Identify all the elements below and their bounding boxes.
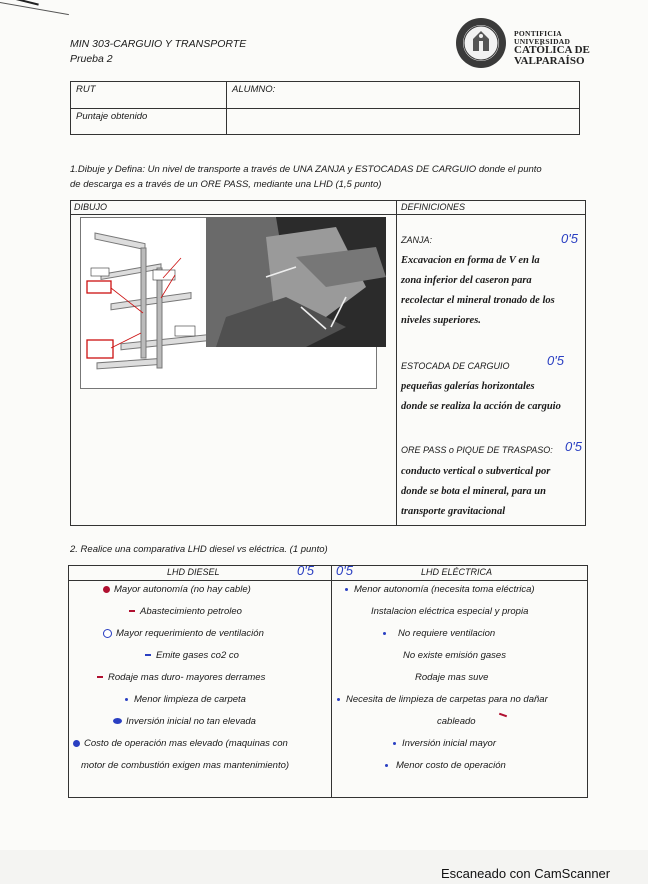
column-divider: [396, 201, 397, 525]
diesel-score-mark: 0'5: [297, 563, 314, 578]
mark-icon: [345, 588, 348, 591]
mark-icon: [337, 698, 340, 701]
mark-icon: [97, 676, 103, 678]
diesel-item-continued: motor de combustión exigen mas mantenimiento): [81, 760, 290, 771]
mark-icon: [145, 654, 151, 656]
electrica-item-text: Menor costo de operación: [396, 760, 506, 771]
electrica-item: [385, 760, 506, 771]
electrica-score-mark: 0'5: [336, 563, 353, 578]
diesel-item: [113, 716, 256, 727]
header-rule: [69, 580, 587, 581]
diesel-item-text: Menor limpieza de carpeta: [134, 694, 246, 705]
electrica-item: No existe emisión gases: [403, 650, 506, 661]
question-1-prompt: [70, 162, 585, 192]
student-info-table: [70, 81, 580, 135]
column-divider: [331, 566, 332, 797]
mark-icon: [103, 586, 110, 593]
orepass-line-2: donde se bota el mineral, para un: [401, 486, 546, 497]
university-name: [514, 30, 590, 67]
mark-icon: [393, 742, 396, 745]
zanja-score-mark: 0'5: [561, 231, 578, 246]
mark-icon: [129, 610, 135, 612]
diesel-item: [73, 738, 288, 749]
mark-icon: [103, 629, 112, 638]
mine-photo: [206, 217, 386, 347]
electrica-item-text: Necesita de limpieza de carpetas para no dañar: [346, 694, 548, 705]
zanja-line-4: niveles superiores.: [401, 315, 481, 326]
estocada-line-1: pequeñas galerías horizontales: [401, 381, 535, 392]
zanja-line-2: zona inferior del caseron para: [401, 275, 532, 286]
orepass-score-mark: 0'5: [565, 439, 582, 454]
mark-icon: [383, 632, 386, 635]
estocada-definition: [401, 377, 583, 417]
diesel-item: [145, 650, 239, 661]
diesel-item-text: Abastecimiento petroleo: [140, 606, 242, 617]
question-2-prompt: 2. Realice una comparativa LHD diesel vs eléctrica. (1 punto): [70, 544, 328, 555]
electrica-item-text: Inversión inicial mayor: [402, 738, 496, 749]
rut-cell[interactable]: RUT: [71, 82, 227, 109]
header-rule: [71, 214, 585, 215]
zanja-definition: [401, 251, 583, 331]
exam-title: Prueba 2: [70, 53, 113, 65]
camscanner-watermark: Escaneado con CamScanner: [441, 866, 611, 881]
university-line-4: VALPARAÍSO: [514, 55, 585, 67]
diesel-item-text: Inversión inicial no tan elevada: [126, 716, 256, 727]
score-value-cell[interactable]: [227, 109, 580, 135]
question-2-comparison-table: [68, 565, 588, 798]
diesel-item: [125, 694, 246, 705]
university-line-2: UNIVERSIDAD: [514, 36, 571, 46]
diesel-item: [103, 628, 264, 639]
dibujo-header: DIBUJO: [74, 202, 108, 212]
question-1-line-1: 1.Dibuje y Defina: Un nivel de transporte a través de UNA ZANJA y ESTOCADAS DE CARGUIO donde el punto: [70, 164, 542, 175]
mine-level-diagram: [81, 218, 211, 388]
red-ink-tick: [499, 713, 507, 718]
alumno-cell[interactable]: ALUMNO:: [227, 82, 580, 109]
electrica-item: Rodaje mas suve: [415, 672, 489, 683]
estocada-score-mark: 0'5: [547, 353, 564, 368]
estocada-line-2: donde se realiza la acción de carguio: [401, 401, 561, 412]
diesel-item-text: Mayor requerimiento de ventilación: [116, 628, 264, 639]
mark-icon: [385, 764, 388, 767]
electrica-item-text: Menor autonomía (necesita toma eléctrica): [354, 584, 535, 595]
diesel-item: [103, 584, 251, 595]
question-1-answer-box: [70, 200, 586, 526]
course-title: MIN 303-CARGUIO Y TRANSPORTE: [70, 38, 247, 50]
diesel-item-text: Mayor autonomía (no hay cable): [114, 584, 251, 595]
score-label-cell: Puntaje obtenido: [71, 109, 227, 135]
electrica-item-continued: cableado: [437, 716, 476, 727]
electrica-header: LHD ELÉCTRICA: [421, 567, 493, 577]
zanja-line-3: recolectar el mineral tronado de los: [401, 295, 555, 306]
diesel-header: LHD DIESEL: [167, 567, 220, 577]
estocada-label: ESTOCADA DE CARGUIO: [401, 361, 510, 371]
mark-icon: [125, 698, 128, 701]
electrica-item-text: No requiere ventilacion: [398, 628, 496, 639]
electrica-item: Instalacion eléctrica especial y propia: [371, 606, 529, 617]
diesel-item: [97, 672, 265, 683]
diesel-item-text: Costo de operación mas elevado (maquinas con: [84, 738, 288, 749]
electrica-item: [393, 738, 496, 749]
zanja-line-1: Excavacion en forma de V en la: [401, 255, 540, 266]
orepass-definition: [401, 462, 583, 522]
electrica-item: [383, 628, 495, 639]
university-line-3: CATÓLICA DE: [514, 44, 590, 56]
orepass-label: ORE PASS o PIQUE DE TRASPASO:: [401, 445, 553, 455]
definiciones-header: DEFINICIONES: [401, 202, 466, 212]
mark-icon: [113, 718, 122, 724]
diesel-item-text: Emite gases co2 co: [156, 650, 239, 661]
electrica-item: [345, 584, 535, 595]
question-1-line-2: de descarga es a través de un ORE PASS, mediante una LHD (1,5 punto): [70, 179, 382, 190]
diesel-item-text: Rodaje mas duro- mayores derrames: [108, 672, 266, 683]
zanja-label: ZANJA:: [401, 235, 433, 245]
university-line-1: PONTIFICIA: [514, 29, 563, 38]
orepass-line-1: conducto vertical o subvertical por: [401, 466, 551, 477]
electrica-item: [337, 694, 548, 705]
orepass-line-3: transporte gravitacional: [401, 506, 506, 517]
diesel-item: [129, 606, 242, 617]
mark-icon: [73, 740, 80, 747]
university-seal-icon: [455, 17, 507, 69]
